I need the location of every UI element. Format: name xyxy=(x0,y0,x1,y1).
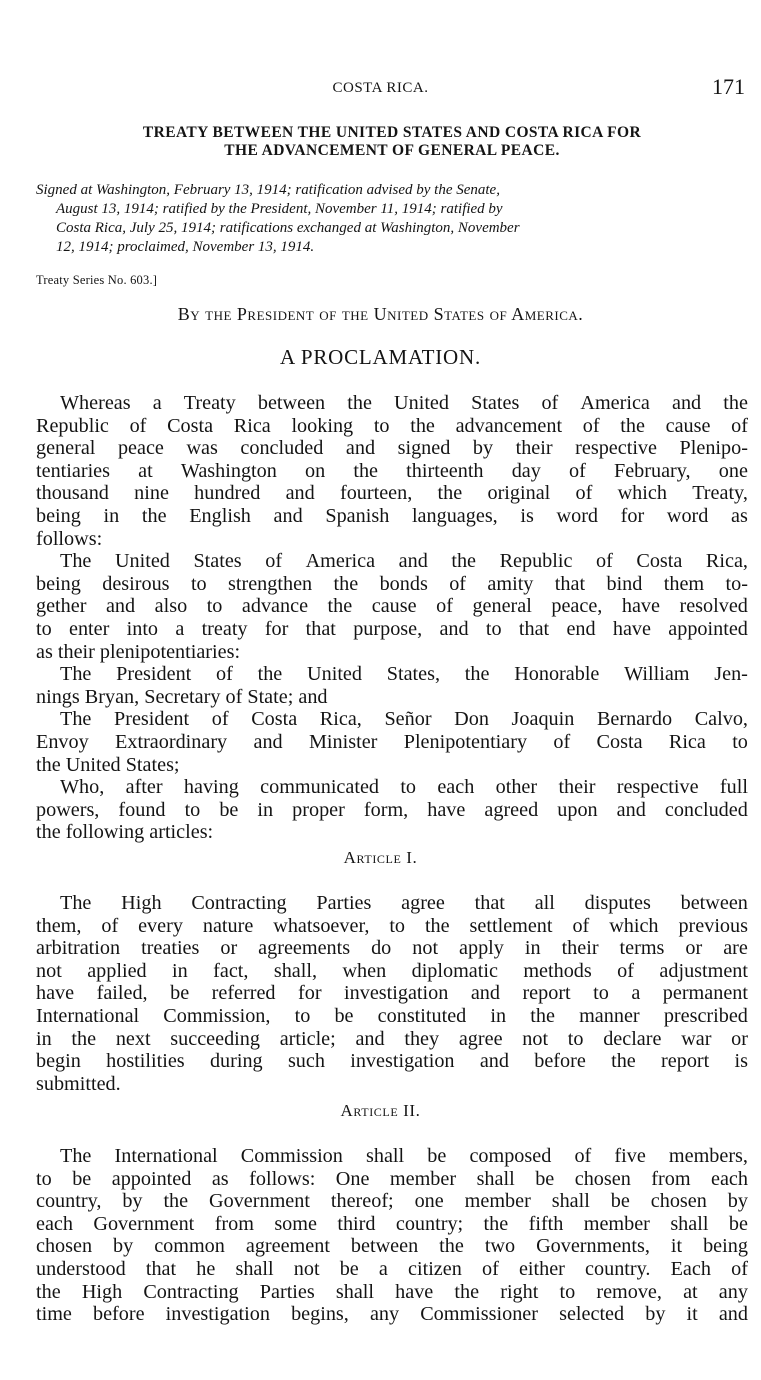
note-line: 12, 1914; proclaimed, November 13, 1914. xyxy=(56,239,315,255)
text-line: understood that he shall not be a citizen of either country. Each of xyxy=(36,1257,748,1280)
text-line: Whereas a Treaty between the United States of America and the xyxy=(60,392,748,414)
text-line: chosen by common agreement between the two Governments, it being xyxy=(36,1235,748,1258)
text-line: The United States of America and the Republic of Costa Rica, xyxy=(60,550,748,573)
text-line: the High Contracting Parties shall have the right to remove, at any xyxy=(36,1280,748,1303)
text-line: arbitration treaties or agreements do not apply in their terms or are xyxy=(36,937,748,960)
text-line: country, by the Government thereof; one member shall be chosen by xyxy=(36,1190,748,1213)
signature-ratification-note xyxy=(36,181,748,257)
text-line: Envoy Extraordinary and Minister Plenipotentiary of Costa Rica to xyxy=(36,730,748,753)
article-1-heading: Article I. xyxy=(343,848,418,867)
text-line: the following articles: xyxy=(36,821,214,844)
text-line: powers, found to be in proper form, have agreed upon and concluded xyxy=(36,798,748,821)
running-head: COSTA RICA. xyxy=(332,80,429,96)
text-line: follows: xyxy=(36,527,103,550)
text-line: each Government from some third country; the fifth member shall be xyxy=(36,1212,748,1235)
text-line: gether and also to advance the cause of general peace, have resolved xyxy=(36,595,748,618)
treaty-title xyxy=(36,124,748,160)
text-line: The High Contracting Parties agree that all disputes between xyxy=(60,892,748,914)
text-line: International Commission, to be constituted in the manner prescribed xyxy=(36,1004,748,1027)
text-line: in the next succeeding article; and they agree not to declare war or xyxy=(36,1027,748,1050)
text-line: them, of every nature whatsoever, to the settlement of which previous xyxy=(36,914,748,937)
text-line: The International Commission shall be composed of five members, xyxy=(60,1145,748,1167)
text-line: being in the English and Spanish languages, is word for word as xyxy=(36,504,748,527)
text-line: The President of Costa Rica, Señor Don Joaquin Bernardo Calvo, xyxy=(60,708,748,731)
treaty-series-note: Treaty Series No. 603.] xyxy=(36,273,158,287)
text-line: nings Bryan, Secretary of State; and xyxy=(36,685,328,708)
page-number: 171 xyxy=(712,74,745,99)
text-line: thousand nine hundred and fourteen, the original of which Treaty, xyxy=(36,482,748,505)
text-line: to enter into a treaty for that purpose, and to that end have appointed xyxy=(36,617,748,640)
text-line: The President of the United States, the Honorable William Jen- xyxy=(60,663,748,686)
cr-plenipotentiary-paragraph xyxy=(36,708,748,776)
text-line: as their plenipotentiaries: xyxy=(36,640,241,663)
text-line: not applied in fact, shall, when diplomatic methods of adjustment xyxy=(36,959,748,982)
proclamation-heading: A PROCLAMATION. xyxy=(279,345,482,369)
who-paragraph xyxy=(36,776,748,844)
article-1-text xyxy=(36,892,748,1095)
article-2-heading: Article II. xyxy=(340,1101,421,1120)
treaty-title-line: THE ADVANCEMENT OF GENERAL PEACE. xyxy=(224,142,560,159)
text-line: begin hostilities during such investigation and before the report is xyxy=(36,1050,748,1073)
text-line: have failed, be referred for investigation and report to a permanent xyxy=(36,982,748,1005)
text-line: time before investigation begins, any Commissioner selected by it and xyxy=(36,1303,748,1326)
president-line: By the President of the United States of America. xyxy=(177,304,584,324)
text-line: submitted. xyxy=(36,1072,121,1095)
us-plenipotentiary-paragraph xyxy=(36,663,748,708)
whereas-paragraph xyxy=(36,392,748,550)
text-line: Republic of Costa Rica looking to the advancement of the cause of xyxy=(36,414,748,437)
text-line: general peace was concluded and signed by their respective Plenipo- xyxy=(36,437,748,460)
note-line: August 13, 1914; ratified by the President, November 11, 1914; ratified by xyxy=(56,201,503,217)
parties-paragraph xyxy=(36,550,748,663)
text-line: the United States; xyxy=(36,753,180,776)
note-line: Costa Rica, July 25, 1914; ratifications exchanged at Washington, November xyxy=(56,220,520,236)
treaty-title-line: TREATY BETWEEN THE UNITED STATES AND COSTA RICA FOR xyxy=(142,124,642,141)
preamble xyxy=(36,392,748,844)
text-line: to be appointed as follows: One member shall be chosen from each xyxy=(36,1167,748,1190)
text-line: tentiaries at Washington on the thirteenth day of February, one xyxy=(36,459,748,482)
text-line: being desirous to strengthen the bonds of amity that bind them to- xyxy=(36,572,748,595)
note-line: Signed at Washington, February 13, 1914; ratification advised by the Senate, xyxy=(36,182,500,198)
article-2-text xyxy=(36,1145,748,1326)
text-line: Who, after having communicated to each other their respective full xyxy=(60,776,748,799)
